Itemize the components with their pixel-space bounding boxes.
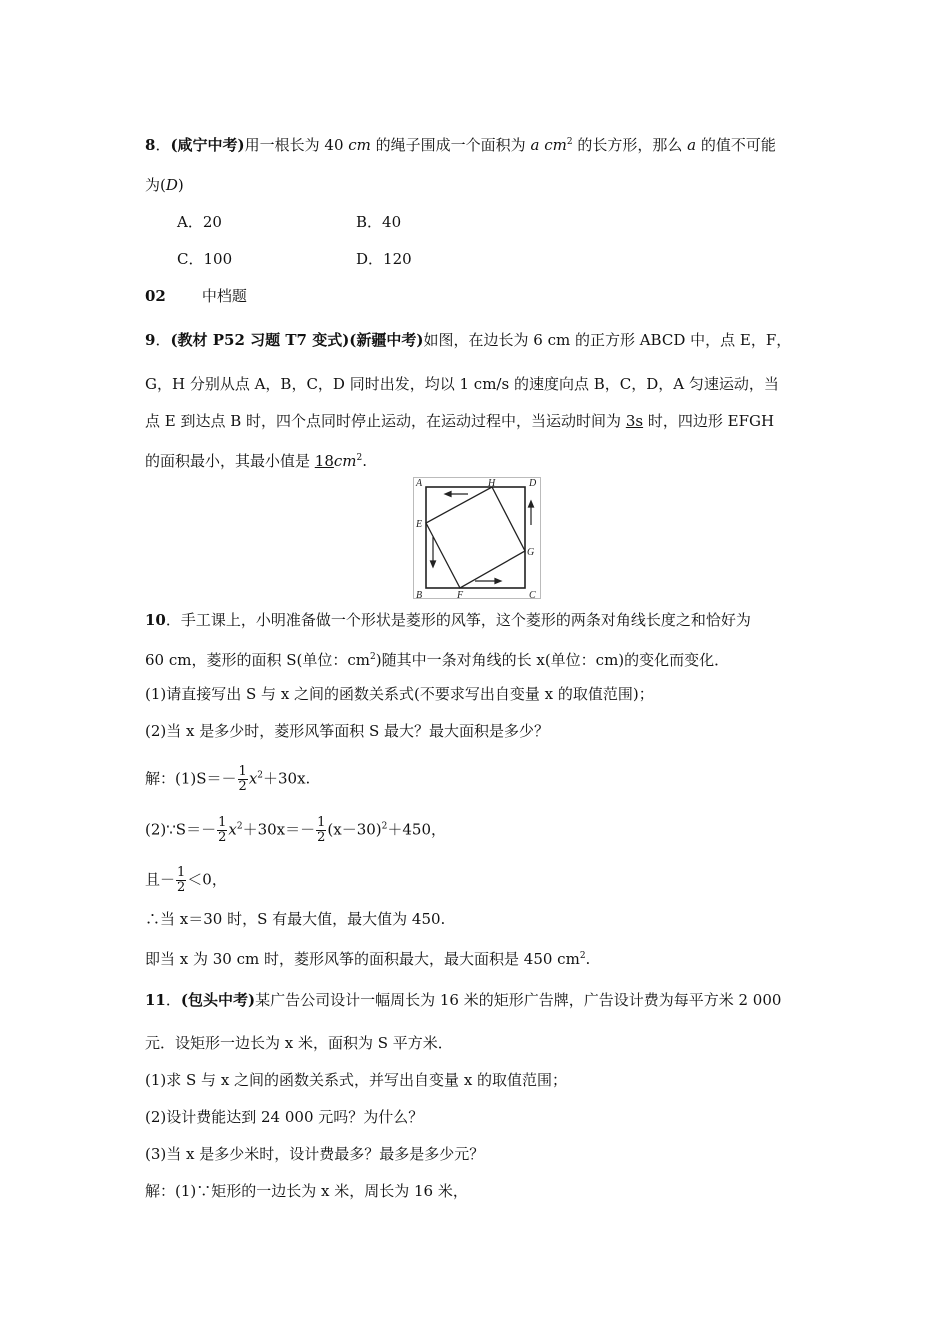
q10-solution1 — [145, 765, 310, 794]
q9-line1: 9．(教材 P52 习题 T7 变式)(新疆中考)如图，在边长为 6 cm 的正方形 ABCD 中，点 E，F， — [145, 331, 792, 349]
square-figure — [413, 477, 541, 599]
q9-l3b: 时，四边形 EFGH — [643, 412, 775, 430]
q8-answer: D — [165, 176, 178, 194]
q8-unit-cm: cm — [348, 136, 371, 154]
q8-option-b: B．40 — [356, 213, 402, 231]
label-c: C — [529, 590, 536, 599]
q8-line2 — [145, 175, 184, 195]
q10-sol1sup: 2 — [257, 770, 264, 781]
q11-part3: (3)当 x 是多少米时，设计费最多？最多是多少元？ — [145, 1145, 485, 1163]
q9-l4b: . — [362, 452, 368, 470]
q8-text-d: 的值不可能 — [696, 136, 776, 154]
q11-number: 11 — [145, 991, 166, 1009]
arrow-left-icon — [445, 492, 451, 497]
q10-sol3b: ＜0， — [187, 870, 227, 889]
q11-part2: (2)设计费能达到 24 000 元吗？为什么？ — [145, 1108, 424, 1126]
q10-sol2e: ＋450， — [387, 820, 447, 839]
frac-denominator: 2 — [218, 830, 227, 845]
q10-l2a: 60 cm，菱形的面积 S(单位：cm — [145, 651, 371, 669]
q11-part1: (1)求 S 与 x 之间的函数关系式，并写出自变量 x 的取值范围； — [145, 1071, 568, 1089]
section-header — [145, 286, 247, 306]
q10-part2: (2)当 x 是多少时，菱形风筝面积 S 最大？最大面积是多少？ — [145, 722, 550, 740]
q10-sol5a: 即当 x 为 30 cm 时，菱形风筝的面积最大，最大面积是 450 cm — [145, 950, 580, 968]
q8-line2-b: ) — [177, 176, 184, 194]
label-g: G — [527, 547, 535, 558]
q10-solution4: ∴当 x＝30 时，S 有最大值，最大值为 450. — [145, 910, 446, 928]
fraction-half — [176, 866, 186, 895]
q11-solution1: 解：(1)∵矩形的一边长为 x 米，周长为 16 米， — [145, 1182, 468, 1200]
q8-line1: 8．(咸宁中考)用一根长为 40 cm 的绳子围成一个面积为 a $cm^2$ 的长方形，那么 a 的值不可能 — [145, 136, 776, 154]
q10-part1: (1)请直接写出 S 与 x 之间的函数关系式(不要求写出自变量 x 的取值范围)； — [145, 685, 654, 703]
q8-option-a: A．20 — [177, 213, 222, 231]
q10-solution3 — [145, 866, 227, 895]
q8-number: 8 — [145, 136, 156, 154]
q8-sup2: 2 — [566, 137, 573, 147]
q10-sol2b: x — [228, 820, 237, 839]
frac-denominator: 2 — [238, 779, 247, 794]
q10-l2b: )随其中一条对角线的长 x(单位：cm)的变化而变化． — [375, 651, 730, 669]
section-label: 中档题 — [201, 287, 247, 305]
q10-solution2 — [145, 816, 446, 845]
q10-line2 — [145, 647, 729, 670]
q9-answer-unit: cm — [333, 452, 357, 470]
frac-numerator: 1 — [218, 815, 227, 830]
label-f: F — [457, 590, 464, 599]
q11-l1: 某广告公司设计一幅周长为 16 米的矩形广告牌，广告设计费为每平方米 2 000 — [255, 991, 782, 1009]
q10-sol2c: ＋30x＝－ — [242, 820, 316, 839]
q10-number: 10 — [145, 611, 166, 629]
fraction-half — [316, 816, 326, 845]
q10-sol3a: 且－ — [145, 870, 176, 889]
q10-sol5b: . — [585, 950, 591, 968]
frac-numerator: 1 — [177, 865, 186, 880]
frac-numerator: 1 — [238, 764, 247, 779]
arrow-up-icon — [529, 501, 534, 507]
q10-sol2sup2: 2 — [381, 821, 388, 832]
q10-sol2a: (2)∵S＝－ — [145, 820, 217, 839]
q11-line2: 元．设矩形一边长为 x 米，面积为 S 平方米． — [145, 1034, 453, 1052]
q11-line1: 11．(包头中考)某广告公司设计一幅周长为 16 米的矩形广告牌，广告设计费为每平方米 2 000 — [145, 991, 782, 1009]
q9-answer-time: 3s — [625, 412, 644, 430]
frac-denominator: 2 — [177, 880, 186, 895]
label-d: D — [529, 478, 537, 489]
q9-l4a: 的面积最小，其最小值是 — [145, 452, 315, 470]
q10-sol2d: (x－30) — [327, 820, 382, 839]
label-b: B — [416, 590, 423, 599]
q9-line3 — [145, 411, 774, 431]
q10-sol2sup: 2 — [236, 821, 243, 832]
q8-text-a: 用一根长为 40 — [244, 136, 349, 154]
q10-l2sup: 2 — [370, 652, 376, 662]
q8-text-c: 的长方形，那么 — [572, 136, 688, 154]
frac-numerator: 1 — [317, 815, 326, 830]
fraction-half — [238, 765, 248, 794]
arrow-down-icon — [431, 561, 436, 567]
q9-line2: G，H 分别从点 A，B，C，D 同时出发，均以 1 cm/s 的速度向点 B，C，D，A 匀速运动，当 — [145, 375, 779, 393]
label-e: E — [416, 519, 423, 530]
section-number: 02 — [145, 287, 166, 305]
quadrilateral-efgh — [426, 487, 525, 588]
q8-unit-cm2: cm — [544, 136, 567, 154]
q8-text-b: 的绳子围成一个面积为 — [370, 136, 531, 154]
q9-answer-sup: 2 — [356, 453, 363, 463]
q8-var-a: a — [530, 136, 540, 154]
q9-source: (教材 P52 习题 T7 变式)(新疆中考) — [170, 331, 424, 349]
arrow-right-icon — [495, 579, 501, 584]
q8-option-d: D．120 — [356, 250, 412, 268]
q10-sol1c: ＋30x. — [263, 769, 311, 788]
label-h: H — [488, 478, 496, 489]
q9-l1: 如图，在边长为 6 cm 的正方形 ABCD 中，点 E，F， — [423, 331, 792, 349]
q10-line1 — [145, 610, 751, 630]
label-a: A — [416, 478, 423, 489]
q10-l1: ．手工课上，小明准备做一个形状是菱形的风筝，这个菱形的两条对角线长度之和恰好为 — [165, 611, 751, 629]
fraction-half — [217, 816, 227, 845]
q10-sol1b: x — [248, 769, 258, 788]
q10-solution5 — [145, 946, 590, 969]
q8-source: (咸宁中考) — [170, 136, 245, 154]
q9-l3a: 点 E 到达点 B 时，四个点同时停止运动，在运动过程中，当运动时间为 — [145, 412, 626, 430]
square-abcd — [426, 487, 525, 588]
q9-answer-area: 18 — [314, 452, 334, 470]
q8-line2-a: 为( — [145, 176, 166, 194]
frac-denominator: 2 — [317, 830, 326, 845]
q9-line4 — [145, 448, 367, 471]
q10-sol5sup: 2 — [579, 951, 586, 961]
q8-option-c: C．100 — [177, 250, 233, 268]
q11-source: (包头中考) — [180, 991, 256, 1009]
q9-number: 9 — [145, 331, 156, 349]
q10-sol1a: 解：(1)S＝－ — [145, 769, 237, 788]
q8-var-a2: a — [687, 136, 697, 154]
